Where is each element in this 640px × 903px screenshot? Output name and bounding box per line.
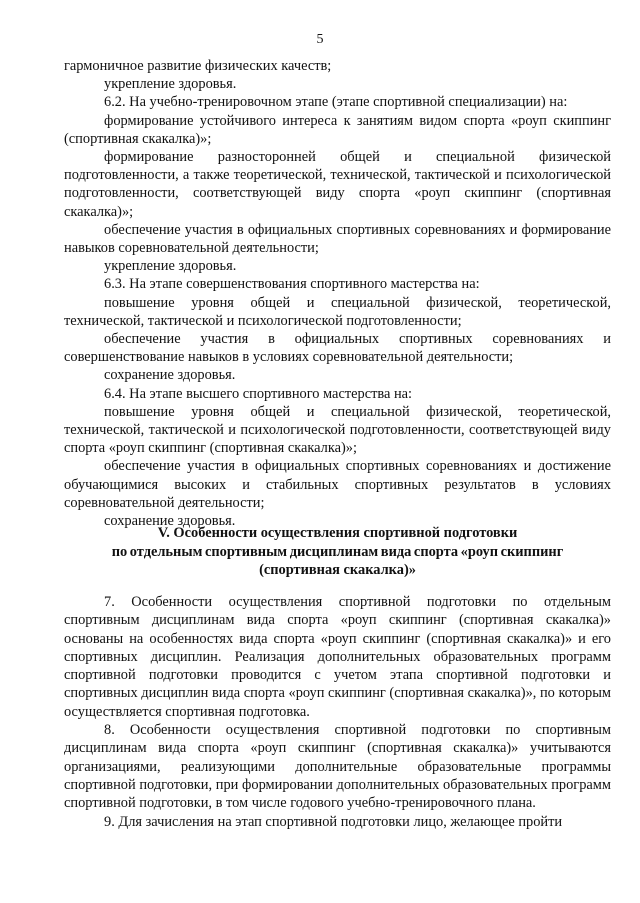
paragraph: формирование разносторонней общей и специальной физической подготовленности, а также теоретической, технической, тактической и психологической подготовленности, соответствующей виду спорта «роуп скиппинг (спортивная скакалка)»; bbox=[64, 149, 611, 220]
paragraph: 6.3. На этапе совершенствования спортивного мастерства на: bbox=[104, 276, 480, 293]
section-title-line: по отдельным спортивным дисциплинам вида спорта «роуп скиппинг bbox=[111, 543, 564, 560]
paragraph: сохранение здоровья. bbox=[104, 367, 236, 384]
paragraph: повышение уровня общей и специальной физической, теоретической, технической, тактической и психологической подготовленности; bbox=[64, 294, 611, 329]
paragraph: 6.4. На этапе высшего спортивного мастерства на: bbox=[104, 385, 413, 402]
paragraph: формирование устойчивого интереса к занятиям видом спорта «роуп скиппинг (спортивная скакалка)»; bbox=[64, 112, 611, 147]
page-number: 5 bbox=[316, 32, 324, 47]
section-heading bbox=[64, 524, 611, 580]
section-title-line: (спортивная скакалка)» bbox=[259, 562, 416, 579]
paragraph: обеспечение участия в официальных спортивных соревнованиях и формирование навыков соревновательной деятельности; bbox=[64, 221, 611, 257]
paragraph: 8. Особенности осуществления спортивной подготовки по спортивным дисциплинам вида спорта «роуп скиппинг (спортивная скакалка)» учитываются организациями, реализующими дополнительные образовательные программы спортивной подготовки, при формировании дополнительных образовательных программ спортивной подготовки, в том числе годового учебно-тренировочного плана. bbox=[64, 722, 611, 812]
section-body bbox=[64, 593, 611, 831]
paragraph: повышение уровня общей и специальной физической, теоретической, технической, тактической и психологической подготовленности, соответствующей виду спорта «роуп скиппинг (спортивная скакалка)»; bbox=[64, 403, 611, 457]
paragraph: обеспечение участия в официальных спортивных соревнованиях и достижение обучающимися высоких и стабильных спортивных результатов в условиях соревновательной деятельности; bbox=[64, 458, 611, 511]
paragraph: 7. Особенности осуществления спортивной подготовки по отдельным спортивным дисциплинам вида спорта «роуп скиппинг (спортивная скакалка)» основаны на особенностях вида спорта «роуп скиппинг (спортивная скакалка)» и его спортивных дисциплин. Реализация дополнительных образовательных программ спортивной подготовки проводится с учетом этапа спортивной подготовки и спортивных дисциплин вида спорта «роуп скиппинг (спортивная скакалка)», по которым осуществляется спортивная подготовка. bbox=[64, 594, 611, 720]
paragraph: 9. Для зачисления на этап спортивной подготовки лицо, желающее пройти bbox=[104, 813, 563, 830]
paragraph: сохранение здоровья. bbox=[104, 513, 236, 530]
paragraph: 6.2. На учебно-тренировочном этапе (этапе спортивной специализации) на: bbox=[104, 94, 568, 111]
paragraph: укрепление здоровья. bbox=[104, 258, 237, 275]
paragraph: укрепление здоровья. bbox=[104, 76, 237, 93]
paragraph: гармоничное развитие физических качеств; bbox=[64, 58, 332, 74]
goals-text-block bbox=[64, 57, 611, 530]
paragraph: обеспечение участия в официальных спортивных соревнованиях и совершенствование навыков в условиях соревновательной деятельности; bbox=[64, 331, 611, 366]
section-title-line: V. Особенности осуществления спортивной подготовки bbox=[157, 525, 518, 541]
